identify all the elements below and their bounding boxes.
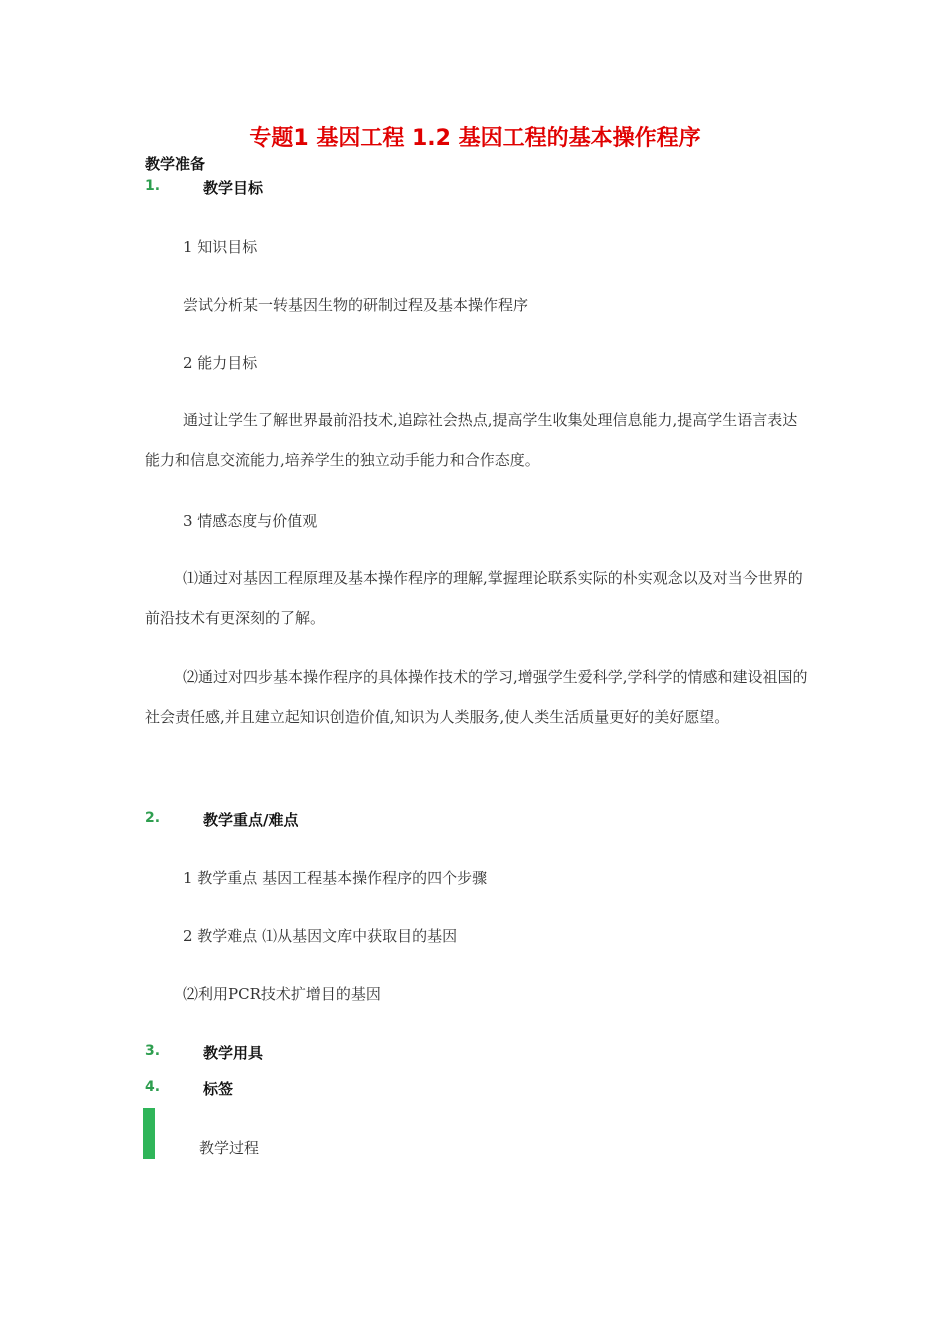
section-number: 4. <box>145 1079 161 1095</box>
difficulty-1: 2 教学难点 ⑴从基因文库中获取目的基因 <box>183 927 458 945</box>
section-heading: 标签 <box>203 1080 234 1098</box>
section-number: 3. <box>145 1043 161 1059</box>
section-number: 1. <box>145 178 161 194</box>
section-heading: 教学重点/难点 <box>203 811 299 829</box>
emotion-title: 3 情感态度与价值观 <box>183 512 318 530</box>
prep-label: 教学准备 <box>145 155 206 173</box>
ability-title: 2 能力目标 <box>183 354 258 372</box>
section-heading: 教学用具 <box>203 1044 264 1062</box>
section-heading: 教学目标 <box>203 179 264 197</box>
accent-bar <box>143 1108 155 1159</box>
knowledge-title: 1 知识目标 <box>183 238 258 256</box>
emotion-text-1: ⑴通过对基因工程原理及基本操作程序的理解,掌握理论联系实际的朴实观念以及对当今世界的前沿技术有更深刻的了解。 <box>145 569 803 627</box>
key-point: 1 教学重点 基因工程基本操作程序的四个步骤 <box>183 869 488 887</box>
emotion-text-2: ⑵通过对四步基本操作程序的具体操作技术的学习,增强学生爱科学,学科学的情感和建设祖国的社会责任感,并且建立起知识创造价值,知识为人类服务,使人类生活质量更好的美好愿望。 <box>145 668 808 726</box>
page-title: 专题1 基因工程 1.2 基因工程的基本操作程序 <box>249 126 701 151</box>
ability-text: 通过让学生了解世界最前沿技术,追踪社会热点,提高学生收集处理信息能力,提高学生语言表达能力和信息交流能力,培养学生的独立动手能力和合作态度。 <box>145 411 798 469</box>
process-label: 教学过程 <box>199 1139 260 1157</box>
section-number: 2. <box>145 810 161 826</box>
knowledge-text: 尝试分析某一转基因生物的研制过程及基本操作程序 <box>183 296 529 314</box>
difficulty-2: ⑵利用PCR技术扩增目的基因 <box>183 985 381 1003</box>
